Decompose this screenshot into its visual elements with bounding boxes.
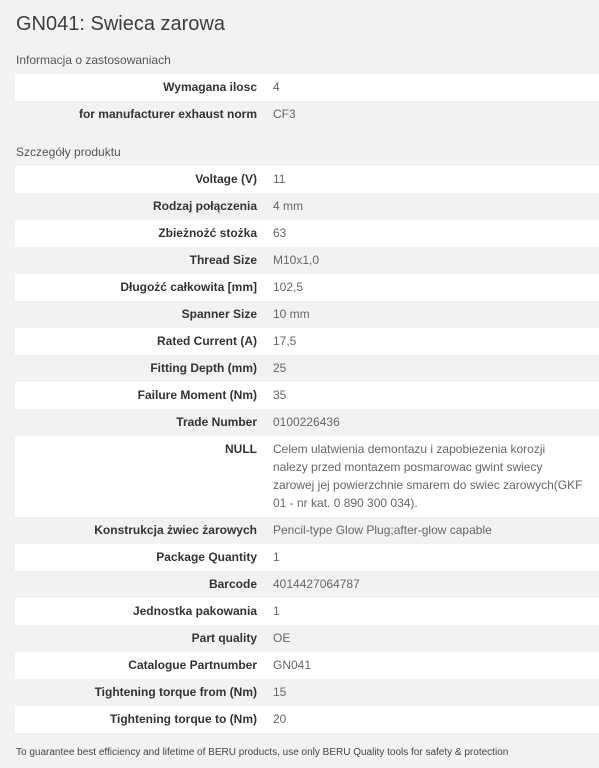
row-value: 17,5 bbox=[273, 328, 599, 355]
row-label: Wymagana ilosc bbox=[15, 74, 273, 101]
row-value: 0100226436 bbox=[273, 409, 599, 436]
table-row bbox=[15, 301, 599, 328]
table-row bbox=[15, 247, 599, 274]
table-row bbox=[15, 328, 599, 355]
row-value: 4 bbox=[273, 74, 599, 101]
table-row bbox=[15, 355, 599, 382]
row-label: Fitting Depth (mm) bbox=[15, 355, 273, 382]
row-value: 1 bbox=[273, 598, 599, 625]
table-row bbox=[15, 220, 599, 247]
table-row bbox=[15, 193, 599, 220]
table-row bbox=[15, 652, 599, 679]
row-label: Zbieżnożć stożka bbox=[15, 220, 273, 247]
table-row bbox=[15, 382, 599, 409]
row-value: OE bbox=[273, 625, 599, 652]
row-label: Konstrukcja żwiec żarowych bbox=[15, 517, 273, 544]
table-row bbox=[15, 166, 599, 193]
row-value: 20 bbox=[273, 706, 599, 733]
row-label: Part quality bbox=[15, 625, 273, 652]
row-label: Package Quantity bbox=[15, 544, 273, 571]
table-row bbox=[15, 517, 599, 544]
row-value: 102,5 bbox=[273, 274, 599, 301]
row-label: for manufacturer exhaust norm bbox=[15, 101, 273, 128]
row-label: Thread Size bbox=[15, 247, 273, 274]
table-row bbox=[15, 598, 599, 625]
table-row bbox=[15, 544, 599, 571]
row-value: 35 bbox=[273, 382, 599, 409]
row-label: NULL bbox=[15, 436, 273, 517]
application-section-heading: Informacja o zastosowaniach bbox=[16, 53, 171, 67]
row-value: Celem ulatwienia demontazu i zapobiezenia korozji nalezy przed montazem posmarowac gwint swiecy zarowej jej powierzchnie smarem do swiec zarowych(GKF 01 - nr kat. 0 890 300 034). bbox=[273, 436, 599, 517]
row-label: Rodzaj połączenia bbox=[15, 193, 273, 220]
row-label: Failure Moment (Nm) bbox=[15, 382, 273, 409]
row-label: Trade Number bbox=[15, 409, 273, 436]
row-label: Jednostka pakowania bbox=[15, 598, 273, 625]
details-section-heading: Szczegóły produktu bbox=[16, 145, 121, 159]
row-label: Tightening torque to (Nm) bbox=[15, 706, 273, 733]
details-table bbox=[15, 166, 599, 733]
row-value: Pencil-type Glow Plug;after-glow capable bbox=[273, 517, 599, 544]
row-value: 10 mm bbox=[273, 301, 599, 328]
footer-note: To guarantee best efficiency and lifetime of BERU products, use only BERU Quality tools for safety & protection bbox=[16, 747, 509, 758]
page-title: GN041: Swieca zarowa bbox=[16, 13, 225, 35]
row-value: 15 bbox=[273, 679, 599, 706]
row-label: Catalogue Partnumber bbox=[15, 652, 273, 679]
table-row bbox=[15, 679, 599, 706]
row-value: 11 bbox=[273, 166, 599, 193]
row-value: 1 bbox=[273, 544, 599, 571]
row-value: GN041 bbox=[273, 652, 599, 679]
row-label: Tightening torque from (Nm) bbox=[15, 679, 273, 706]
row-value: 4014427064787 bbox=[273, 571, 599, 598]
row-label: Długożć całkowita [mm] bbox=[15, 274, 273, 301]
row-label: Spanner Size bbox=[15, 301, 273, 328]
application-table bbox=[15, 74, 599, 128]
row-value: 4 mm bbox=[273, 193, 599, 220]
table-row bbox=[15, 101, 599, 128]
row-value: 63 bbox=[273, 220, 599, 247]
table-row bbox=[15, 274, 599, 301]
table-row bbox=[15, 706, 599, 733]
table-row bbox=[15, 436, 599, 517]
table-row bbox=[15, 625, 599, 652]
row-label: Voltage (V) bbox=[15, 166, 273, 193]
row-value: CF3 bbox=[273, 101, 599, 128]
row-label: Barcode bbox=[15, 571, 273, 598]
table-row bbox=[15, 409, 599, 436]
row-label: Rated Current (A) bbox=[15, 328, 273, 355]
row-value: 25 bbox=[273, 355, 599, 382]
table-row bbox=[15, 571, 599, 598]
row-value: M10x1,0 bbox=[273, 247, 599, 274]
table-row bbox=[15, 74, 599, 101]
